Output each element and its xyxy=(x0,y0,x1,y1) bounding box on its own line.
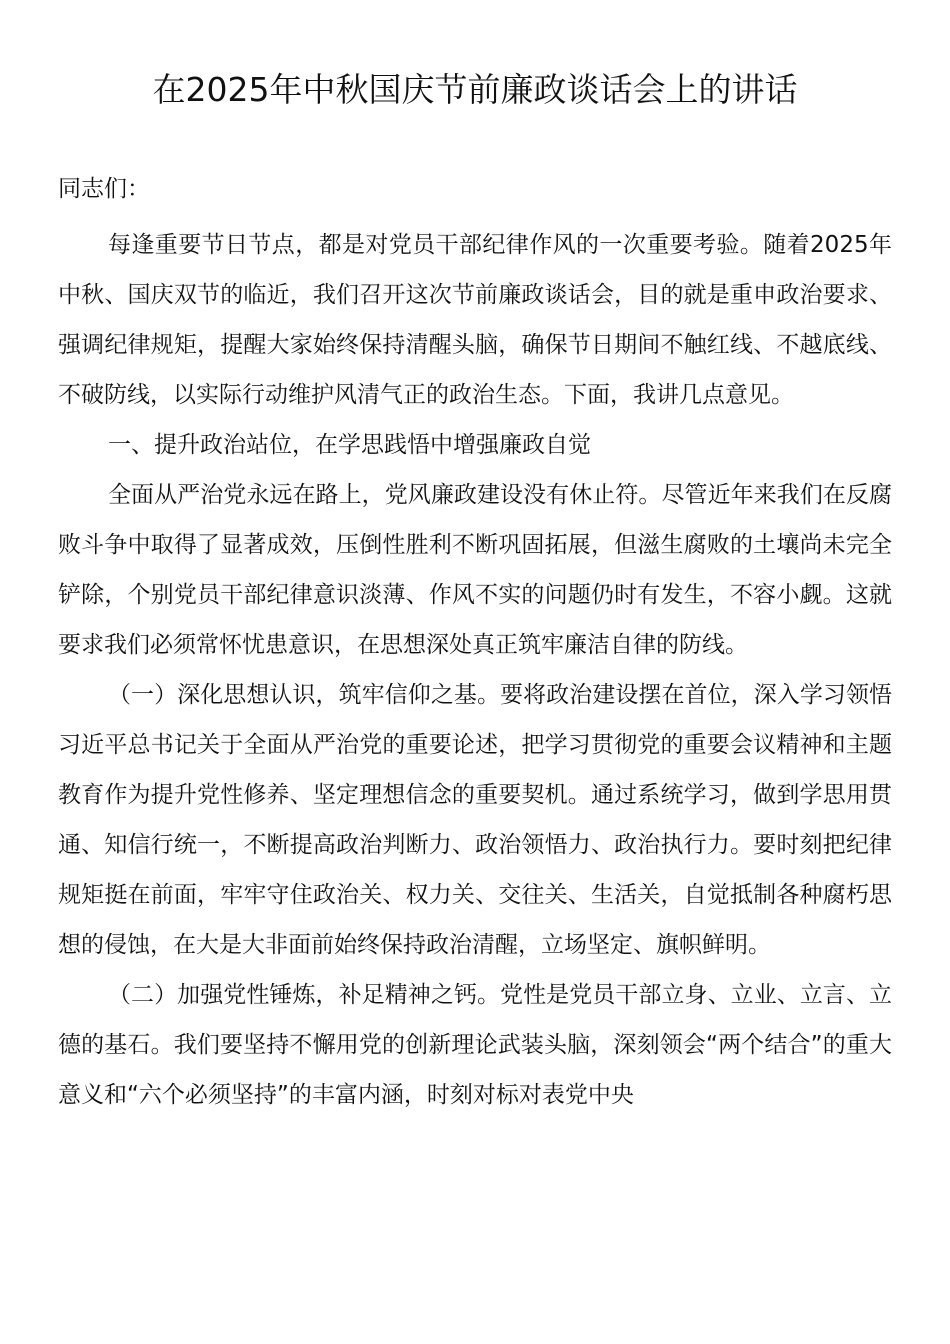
document-body xyxy=(58,164,892,1120)
salutation: 同志们： xyxy=(58,176,150,202)
paragraph-intro: 每逢重要节日节点，都是对党员干部纪律作风的一次重要考验。随着2025年中秋、国庆双节的临近，我们召开这次节前廉政谈话会，目的就是重申政治要求、强调纪律规矩，提醒大家始终保持清醒头脑，确保节日期间不触红线、不越底线、不破防线，以实际行动维护风清气正的政治生态。下面，我讲几点意见。 xyxy=(58,232,892,408)
document-title: 在2025年中秋国庆节前廉政谈话会上的讲话 xyxy=(152,70,798,109)
paragraph-subsection-1: （一）深化思想认识，筑牢信仰之基。要将政治建设摆在首位，深入学习领悟习近平总书记关于全面从严治党的重要论述，把学习贯彻党的重要会议精神和主题教育作为提升党性修养、坚定理想信念的重要契机。通过系统学习，做到学思用贯通、知信行统一，不断提高政治判断力、政治领悟力、政治执行力。要时刻把纪律规矩挺在前面，牢牢守住政治关、权力关、交往关、生活关，自觉抵制各种腐朽思想的侵蚀，在大是大非面前始终保持政治清醒，立场坚定、旗帜鲜明。 xyxy=(58,682,892,958)
paragraph-section-1: 全面从严治党永远在路上，党风廉政建设没有休止符。尽管近年来我们在反腐败斗争中取得了显著成效，压倒性胜利不断巩固拓展，但滋生腐败的土壤尚未完全铲除，个别党员干部纪律意识淡薄、作风不实的问题仍时有发生，不容小觑。这就要求我们必须常怀忧患意识，在思想深处真正筑牢廉洁自律的防线。 xyxy=(58,482,892,658)
paragraph-subsection-2: （二）加强党性锤炼，补足精神之钙。党性是党员干部立身、立业、立言、立德的基石。我们要坚持不懈用党的创新理论武装头脑，深刻领会“两个结合”的重大意义和“六个必须坚持”的丰富内涵，时刻对标对表党中央 xyxy=(58,982,892,1108)
section-heading-1: 一、提升政治站位，在学思践悟中增强廉政自觉 xyxy=(108,432,591,458)
